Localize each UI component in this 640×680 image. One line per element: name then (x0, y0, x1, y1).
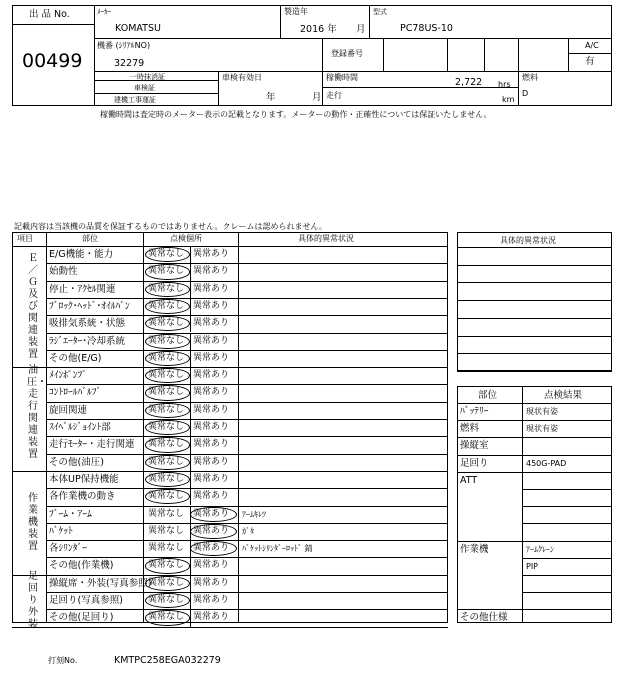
part-label: 本体UP保持機能 (49, 473, 119, 485)
check-normal[interactable]: 異常なし (148, 422, 185, 432)
check-normal[interactable]: 異常なし (148, 473, 185, 484)
check-normal[interactable]: 異常なし (148, 300, 185, 311)
part-label: ﾗｼﾞｴｰﾀｰ･冷却系統 (49, 335, 126, 347)
check-normal[interactable]: 異常なし (148, 456, 185, 467)
check-abnormal[interactable]: 異常あり (193, 266, 230, 277)
lot-number: 00499 (22, 50, 83, 72)
result-value: 450G-PAD (526, 458, 567, 468)
fuel-label: 燃料 (522, 73, 538, 82)
check-abnormal[interactable]: 異常あり (193, 508, 230, 519)
result-part: 作業機 (460, 543, 489, 555)
result-part: その他仕様 (460, 612, 508, 624)
selected-oval (145, 610, 190, 625)
selected-oval (190, 524, 237, 539)
hours-value: 2,722 (455, 77, 483, 88)
maker-label: ﾒｰｶｰ (97, 8, 111, 16)
part-label: その他(作業機) (49, 560, 114, 572)
quality-disclaimer: 記載内容は当該機の品質を保証するものではありません。クレームは認められません。 (14, 222, 327, 231)
check-abnormal[interactable]: 異常あり (193, 456, 230, 467)
check-normal[interactable]: 異常なし (148, 525, 185, 536)
selected-oval (145, 351, 190, 366)
check-normal[interactable]: 異常なし (148, 595, 185, 605)
temp-plate-label: 一時抹消証 (130, 73, 165, 81)
check-normal[interactable]: 異常なし (148, 508, 185, 519)
group-label: 油圧・走行関連装置 (27, 365, 47, 460)
result-part: 操縦室 (460, 440, 489, 452)
check-normal[interactable]: 異常なし (148, 370, 185, 381)
result-col-part: 部位 (478, 390, 498, 401)
check-abnormal[interactable]: 異常あり (193, 612, 230, 623)
check-abnormal[interactable]: 異常あり (193, 370, 230, 381)
check-abnormal[interactable]: 異常あり (193, 473, 230, 484)
check-abnormal[interactable]: 異常あり (193, 300, 230, 311)
month-unit: 月 (356, 24, 366, 35)
hours-unit: hrs (498, 80, 511, 89)
detail-text: ﾊﾞｹｯﾄｼﾘﾝﾀﾞｰﾛｯﾄﾞ 錆 (242, 544, 313, 554)
result-value: 現状有姿 (526, 407, 558, 416)
detail-text: ｱｰﾑｷﾚﾂ (242, 509, 266, 519)
check-abnormal[interactable]: 異常あり (193, 422, 230, 432)
check-normal[interactable]: 異常なし (148, 439, 185, 450)
result-part: 足回り (460, 457, 489, 469)
selected-oval (145, 385, 190, 400)
check-abnormal[interactable]: 異常あり (193, 335, 230, 346)
result-value: ｱｰﾑｸﾚｰﾝ (526, 544, 554, 554)
fuel-value: D (522, 89, 529, 98)
serial-value: 32279 (114, 58, 145, 69)
km-unit: km (502, 95, 515, 104)
col-item-header: 項目 (17, 234, 33, 243)
selected-oval (145, 299, 190, 314)
stamp-label: 打刻No. (48, 656, 78, 665)
hours-label: 稼働時間 (326, 73, 358, 82)
check-normal[interactable]: 異常なし (148, 335, 185, 346)
selected-oval (145, 264, 190, 279)
part-label: 吸排気系統・状態 (49, 318, 126, 330)
result-part: 燃料 (460, 423, 480, 435)
right-detail-header: 具体的異常状況 (500, 236, 556, 245)
hours-disclaimer: 稼働時間は査定時のメーター表示の記載となります。メーターの動作・正確性については保証いたしません。 (100, 110, 492, 119)
model-label: 型式 (373, 8, 387, 16)
part-label: その他(足回り) (49, 612, 114, 624)
part-label: 各作業機の動き (49, 491, 116, 503)
maker-value: KOMATSU (115, 23, 161, 34)
check-normal[interactable]: 異常なし (148, 404, 185, 415)
detail-text: ｶﾞﾀ (242, 526, 254, 536)
selected-oval (145, 334, 190, 349)
result-part: ﾊﾞｯﾃﾘｰ (460, 406, 489, 417)
selected-oval (145, 403, 190, 418)
part-label: 走行ﾓｰﾀｰ・走行関連 (49, 439, 135, 451)
col-check-header: 点検個所 (170, 234, 202, 243)
part-label: 各ｼﾘﾝﾀﾞｰ (49, 543, 88, 555)
check-normal[interactable]: 異常なし (148, 318, 185, 329)
travel-label: 走行 (326, 91, 342, 100)
part-label: ﾒｲﾝﾎﾟﾝﾌﾟ (49, 370, 88, 382)
registration-label: 登録番号 (331, 49, 363, 58)
vehicle-cert-label: 車検証 (134, 84, 155, 92)
selected-oval (190, 507, 237, 522)
check-abnormal[interactable]: 異常あり (193, 249, 230, 259)
result-part: ATT (460, 474, 478, 486)
selected-oval (145, 576, 190, 591)
abnormal-detail-table (457, 232, 612, 371)
model-value: PC78US-10 (400, 23, 453, 34)
part-label: 始動性 (49, 266, 78, 278)
inspection-label: 車検有効日 (222, 73, 262, 82)
stamp-number: KMTPC258EGA032279 (114, 655, 221, 666)
check-abnormal[interactable]: 異常あり (193, 439, 230, 450)
check-abnormal[interactable]: 異常あり (193, 318, 230, 329)
result-value: PIP (526, 561, 539, 571)
check-normal[interactable]: 異常なし (148, 266, 185, 277)
selected-oval (145, 472, 190, 487)
check-normal[interactable]: 異常なし (148, 249, 185, 259)
check-normal[interactable]: 異常なし (148, 543, 185, 554)
ac-label: A/C (585, 41, 599, 50)
lot-label: 出 品 No. (29, 9, 70, 20)
check-normal[interactable]: 異常なし (148, 612, 185, 623)
check-abnormal[interactable]: 異常あり (193, 560, 230, 571)
inspection-month-unit: 月 (312, 92, 322, 103)
inspection-year-unit: 年 (266, 92, 276, 103)
check-normal[interactable]: 異常なし (148, 387, 185, 398)
part-label: その他(油圧) (49, 456, 104, 468)
group-label: 足回り外装 (28, 570, 38, 630)
group-label: Ｅ／Ｇ及び関連装置 (28, 252, 38, 360)
check-abnormal[interactable]: 異常あり (193, 491, 230, 502)
selected-oval (145, 558, 190, 573)
check-normal[interactable]: 異常なし (148, 352, 185, 363)
part-label: ｽｲﾍﾞﾙｼﾞｮｲﾝﾄ部 (49, 422, 111, 433)
col-detail-header: 具体的異常状況 (298, 234, 354, 243)
check-normal[interactable]: 異常なし (148, 283, 185, 294)
part-label: ﾌﾞｰﾑ・ｱｰﾑ (49, 508, 92, 520)
part-label: その他(E/G) (49, 352, 102, 364)
inspection-result-table (457, 386, 612, 623)
result-value: 現状有姿 (526, 424, 558, 434)
selected-oval (145, 437, 190, 452)
construction-cert-label: 建機工事運証 (114, 96, 156, 104)
year-value: 2016 年 (300, 24, 337, 35)
check-normal[interactable]: 異常なし (148, 577, 185, 588)
part-label: ｺﾝﾄﾛｰﾙﾊﾞﾙﾌﾞ (49, 387, 102, 399)
part-label: ﾊﾞｹｯﾄ (49, 525, 73, 537)
ac-value: 有 (585, 56, 595, 67)
part-label: 旋回関連 (49, 404, 88, 416)
part-label: 操縦席・外装(写真参照) (49, 577, 152, 589)
check-abnormal[interactable]: 異常あり (193, 387, 230, 398)
check-abnormal[interactable]: 異常あり (193, 352, 230, 363)
selected-oval (145, 455, 190, 470)
part-label: 停止・ｱｸｾﾙ関連 (49, 283, 116, 295)
part-label: E/G機能・能力 (49, 249, 114, 260)
serial-label: 機番 (ｼﾘｱﾙNO) (97, 41, 151, 50)
check-abnormal[interactable]: 異常あり (193, 283, 230, 294)
check-normal[interactable]: 異常なし (148, 491, 185, 502)
part-label: ﾌﾞﾛｯｸ･ﾍｯﾄﾞ･ｵｲﾙﾊﾟﾝ (49, 300, 130, 312)
check-abnormal[interactable]: 異常あり (193, 525, 230, 536)
col-part-header: 部位 (82, 234, 98, 243)
group-label: 作業機装置 (28, 492, 38, 552)
check-abnormal[interactable]: 異常あり (193, 577, 230, 588)
part-label: 足回り(写真参照) (49, 595, 123, 606)
check-abnormal[interactable]: 異常あり (193, 543, 230, 554)
check-normal[interactable]: 異常なし (148, 560, 185, 571)
check-abnormal[interactable]: 異常あり (193, 404, 230, 415)
selected-oval (145, 282, 190, 297)
check-abnormal[interactable]: 異常あり (193, 595, 230, 605)
result-col-result: 点検結果 (544, 390, 583, 401)
year-label: 製造年 (284, 7, 308, 16)
